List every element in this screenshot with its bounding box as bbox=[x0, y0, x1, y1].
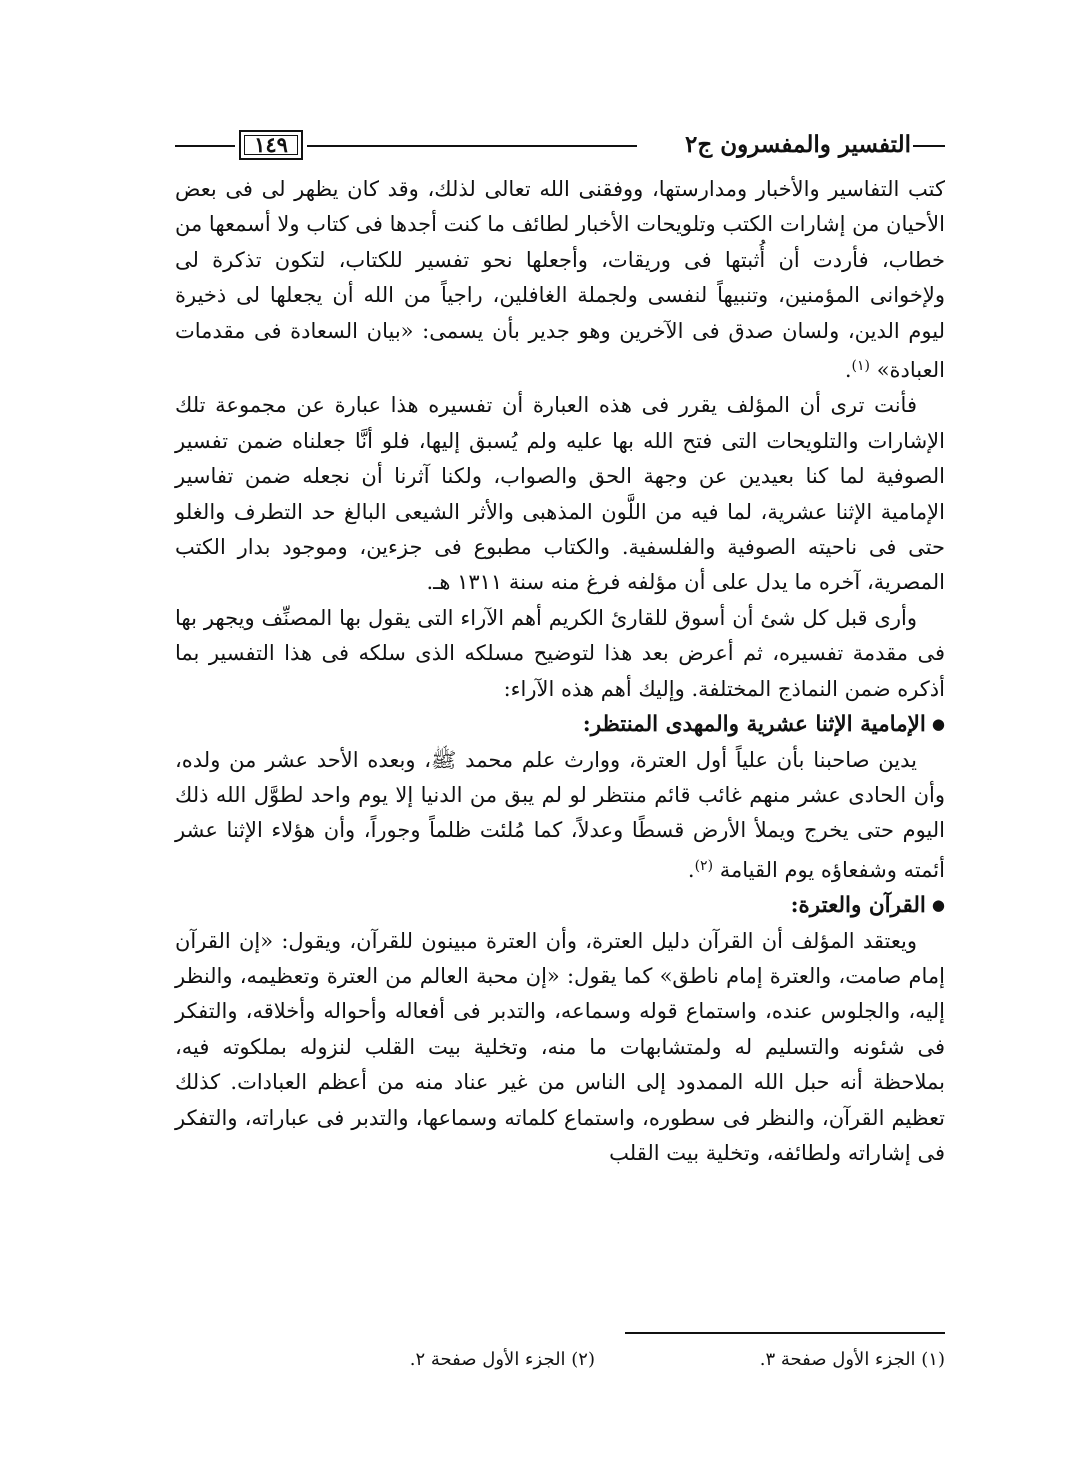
footnote-1: (١) الجزء الأول صفحة ٣. bbox=[759, 1349, 945, 1370]
footnote-ref-1: (١) bbox=[851, 358, 870, 375]
page-header bbox=[175, 128, 945, 164]
header-rule-middle bbox=[307, 145, 637, 147]
footnote-divider bbox=[625, 1332, 945, 1334]
bullet-icon: ● bbox=[931, 896, 945, 915]
paragraph-1 bbox=[175, 172, 945, 388]
footnote-2: (٢) الجزء الأول صفحة ٢. bbox=[409, 1349, 595, 1370]
paragraph-4-text: يدين صاحبنا بأن علياً أول العترة، ووارث علم محمد ﷺ، وبعده الأحد عشر من ولده، وأن الحادى عشر منهم غائب قائم منتظر لو لم يبق من الدنيا إلا يوم واحد لطوَّل الله ذلك اليوم حتى يخرج ويملأ الأرض قسطًا وعدلاً، كما مُلئت ظلماً وجوراً، وأن هؤلاء الإثنا عشر أئمته وشفعاؤه يوم القيامة bbox=[175, 747, 945, 882]
header-rule-left bbox=[175, 145, 235, 147]
subheading-imamiyya-text: الإمامية الإثنا عشرية والمهدى المنتظر: bbox=[582, 712, 926, 738]
page-number: ١٤٩ bbox=[239, 130, 303, 160]
paragraph-2: فأنت ترى أن المؤلف يقرر فى هذه العبارة أن تفسيره هذا عبارة عن مجموعة تلك الإشارات والتلويحات التى فتح الله بها عليه ولم يُسبق إليها، فلو أنَّا جعلناه ضمن تفسير الصوفية لما كنا بعيدين عن وجهة الحق والصواب، ولكنا آثرنا أن نجعله ضمن تفاسير الإمامية الإثنا عشرية، لما فيه من اللَّون المذهبى والأثر الشيعى البالغ حد التطرف والغلو حتى فى ناحيته الصوفية والفلسفية. والكتاب مطبوع فى جزءين، وموجود بدار الكتب المصرية، آخره ما يدل على أن مؤلفه فرغ منه سنة ١٣١١ هـ. bbox=[175, 393, 945, 595]
main-text bbox=[175, 172, 945, 1171]
bullet-icon: ● bbox=[931, 715, 945, 734]
footnote-ref-2: (٢) bbox=[694, 857, 714, 874]
footnotes bbox=[175, 1346, 945, 1376]
subheading-imamiyya bbox=[175, 707, 945, 742]
subheading-quran-itra bbox=[175, 888, 945, 923]
running-title: التفسير والمفسرون ج٢ bbox=[685, 131, 911, 158]
paragraph-4-end: . bbox=[687, 857, 695, 882]
paragraph-4 bbox=[175, 743, 945, 889]
header-rule-right bbox=[913, 145, 945, 147]
paragraph-3: وأرى قبل كل شئ أن أسوق للقارئ الكريم أهم الآراء التى يقول بها المصنِّف ويجهر بها فى مقدمة تفسيره، ثم أعرض بعد هذا لتوضيح مسلكه الذى سلكه فى هذا التفسير بما أذكره ضمن النماذج المختلفة. وإليك أهم هذه الآراء: bbox=[175, 605, 945, 701]
paragraph-1-text: كتب التفاسير والأخبار ومدارستها، ووفقنى الله تعالى لذلك، وقد كان يظهر لى فى بعض الأحيان من إشارات الكتب وتلويحات الأخبار لطائف ما كنت أجدها فى كتاب ولا أسمعها من خطاب، فأردت أن أُثبتها فى وريقات، وأجعلها نحو تفسير للكتاب، لتكون تذكرة لى ولإخوانى المؤمنين، وتنبيهاً لنفسى ولجملة الغافلين، راجياً من الله أن يجعلها لى ذخيرة ليوم الدين، ولسان صدق فى الآخرين وهو جدير بأن يسمى: «بيان السعادة فى مقدمات العبادة» bbox=[175, 177, 945, 383]
subheading-quran-itra-text: القرآن والعترة: bbox=[790, 893, 926, 919]
paragraph-1-end: . bbox=[844, 358, 852, 383]
paragraph-5: ويعتقد المؤلف أن القرآن دليل العترة، وأن العترة مبينون للقرآن، ويقول: «إن القرآن إمام صامت، والعترة إمام ناطق» كما يقول: «إن محبة العالم من العترة وتعظيمه، والنظر إليه، والجلوس عنده، واستماع قوله وسماعه، والتدبر فى أفعاله وأحواله وأخلاقه، والتفكر فى شئونه والتسليم له ولمتشابهات ما منه، وتخلية بيت القلب لنزوله بملكوته فيه، بملاحظة أنه حبل الله الممدود إلى الناس من غير عناد منه من أعظم العبادات. كذلك تعظيم القرآن، والنظر فى سطوره، واستماع كلماته وسماعها، والتدبر فى عباراته، والتفكر فى إشاراته ولطائفه، وتخلية بيت القلب bbox=[175, 928, 945, 1165]
